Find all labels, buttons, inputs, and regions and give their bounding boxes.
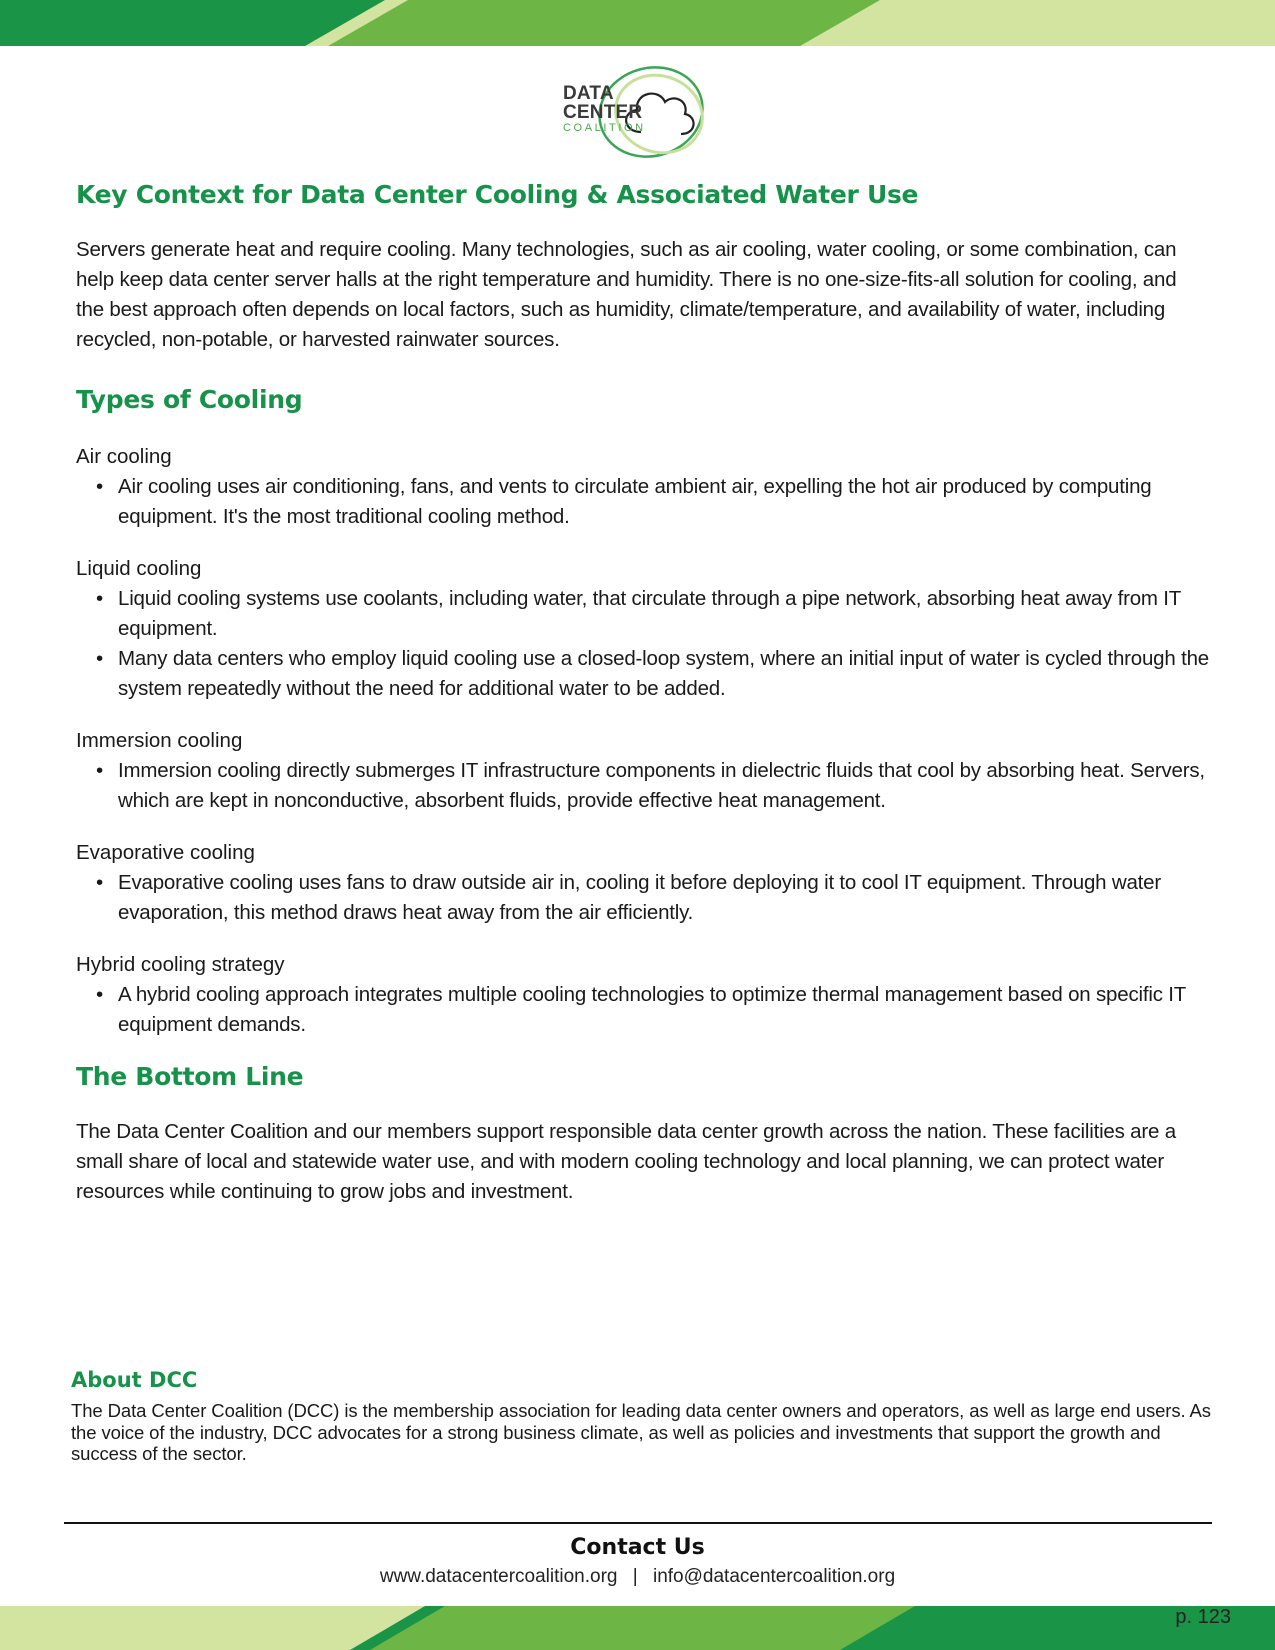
cooling-type-label: Hybrid cooling strategy — [76, 953, 285, 976]
page-title: Key Context for Data Center Cooling & Associated Water Use — [76, 180, 919, 209]
logo-word-center: CENTER — [563, 102, 643, 123]
bullet-item: • Many data centers who employ liquid cooling use a closed-loop system, where an initial input of water is cycled through the system repeatedly without the need for additional water to be added. — [118, 644, 1216, 704]
bullet-list — [76, 472, 1216, 532]
bottom-line-paragraph: The Data Center Coalition and our members support responsible data center growth across the nation. These facilities are a small share of local and statewide water use, and with modern cooling technology and local planning, we can protect water resources while continuing to grow jobs and investment. — [76, 1120, 1176, 1203]
cooling-type-hybrid — [76, 950, 1216, 1040]
intro-paragraph: Servers generate heat and require cooling. Many technologies, such as air cooling, water cooling, or some combination, can help keep data center server halls at the right temperature and humidity. There is no one-size-fits-all solution for cooling, and the best approach often depends on local factors, such as humidity, climate/temperature, and availability of water, including recycled, non-potable, or harvested rainwater sources. — [76, 238, 1177, 351]
cooling-type-immersion — [76, 726, 1216, 816]
logo-word-coalition: COALITION — [563, 122, 646, 134]
cooling-type-air — [76, 442, 1216, 532]
bullet-item: • Immersion cooling directly submerges IT infrastructure components in dielectric fluids that cool by absorbing heat. Servers, which are kept in nonconductive, absorbent fluids, provide effective heat management. — [118, 756, 1216, 816]
bullet-list — [76, 980, 1216, 1040]
about-paragraph: The Data Center Coalition (DCC) is the membership association for leading data center owners and operators, as well as large end users. As the voice of the industry, DCC advocates for a strong business climate, as well as policies and investments that support the growth and success of the sector. — [71, 1400, 1211, 1464]
cooling-type-liquid — [76, 554, 1216, 704]
dcc-logo — [563, 60, 713, 170]
cooling-type-label: Air cooling — [76, 445, 172, 468]
footer-divider — [64, 1522, 1212, 1524]
bullet-list — [76, 756, 1216, 816]
cooling-type-label: Immersion cooling — [76, 729, 243, 752]
cooling-type-label: Evaporative cooling — [76, 841, 255, 864]
bullet-list — [76, 584, 1216, 704]
cooling-type-evaporative — [76, 838, 1216, 928]
email-link[interactable]: info@datacentercoalition.org — [652, 1566, 896, 1587]
bullet-item: • Liquid cooling systems use coolants, including water, that circulate through a pipe network, absorbing heat away from IT equipment. — [118, 584, 1216, 644]
top-decorative-band — [0, 0, 1275, 46]
bullet-list — [76, 868, 1216, 928]
bullet-item: • Evaporative cooling uses fans to draw outside air in, cooling it before deploying it to cool IT equipment. Through water evaporation, this method draws heat away from the air efficiently. — [118, 868, 1216, 928]
page-number: p. 123 — [1175, 1606, 1231, 1628]
bottom-decorative-band — [0, 1606, 1275, 1650]
website-link[interactable]: www.datacentercoalition.org — [379, 1566, 618, 1587]
contact-heading: Contact Us — [570, 1535, 705, 1560]
types-of-cooling-heading: Types of Cooling — [76, 385, 303, 414]
contact-separator: | — [632, 1566, 638, 1587]
bottom-line-heading: The Bottom Line — [76, 1062, 304, 1091]
logo-word-data: DATA — [563, 83, 614, 104]
cooling-type-label: Liquid cooling — [76, 557, 202, 580]
about-section — [71, 1368, 1211, 1465]
about-heading: About DCC — [71, 1368, 198, 1392]
bullet-item: • A hybrid cooling approach integrates multiple cooling technologies to optimize thermal management based on specific IT equipment demands. — [118, 980, 1216, 1040]
main-content — [76, 180, 1216, 1207]
contact-line — [0, 1566, 1275, 1588]
contact-section — [0, 1535, 1275, 1588]
bullet-item: • Air cooling uses air conditioning, fans, and vents to circulate ambient air, expelling the hot air produced by computing equipment. It's the most traditional cooling method. — [118, 472, 1216, 532]
